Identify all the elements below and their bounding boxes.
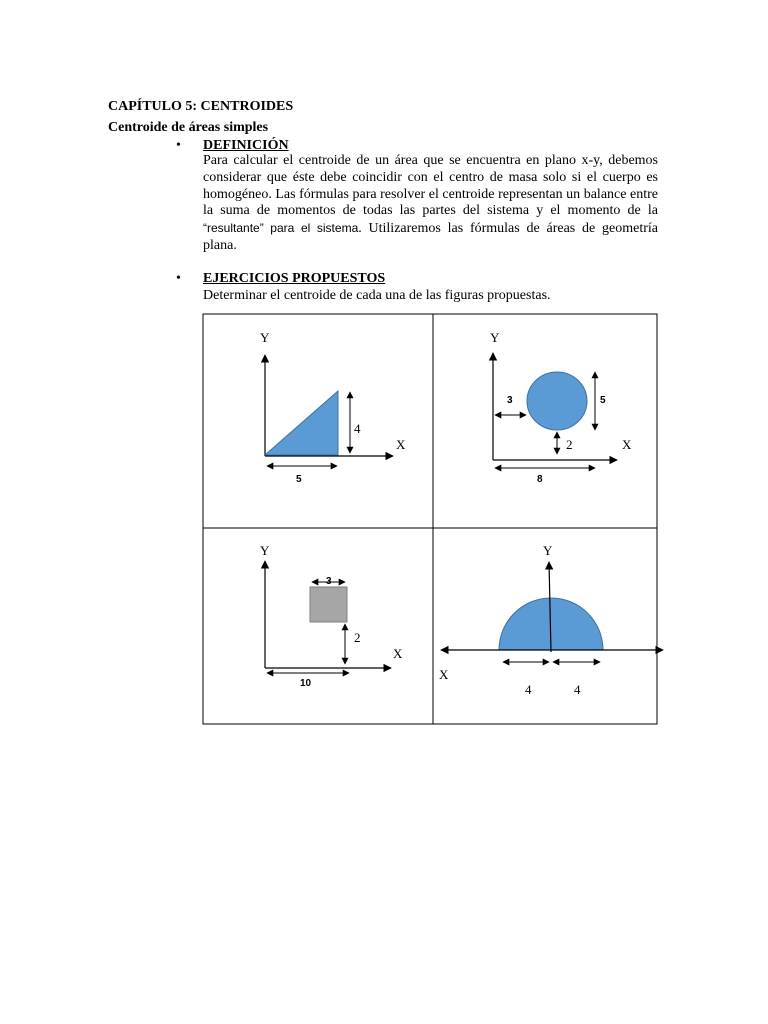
square-y-label: Y [260, 543, 270, 558]
definition-text-part1: Para calcular el centroide de un área que se encuentra en plano x-y, debemos considerar que éste debe coincidir con el centro de masa solo si el cuerpo es homogéneo. Las fórmulas para resolver el centroide representan un balance entre la suma de momentos de todas las partes del sistema y el momento de la [203, 153, 658, 219]
definition-text-quoted: “resultante” para el sistema [203, 221, 359, 236]
triangle-shape [265, 391, 338, 455]
figure-circle [490, 330, 632, 485]
chapter-title: CAPÍTULO 5: CENTROIDES [108, 99, 294, 114]
semicircle-x-label: X [439, 667, 449, 682]
triangle-height-label: 4 [354, 421, 361, 436]
square-offset-x-label: 10 [300, 678, 312, 689]
triangle-y-label: Y [260, 330, 270, 345]
definition-text-part2: . Utilizaremos las fórmulas de áreas de geometría plana. [203, 221, 658, 253]
circle-total-label: 8 [537, 474, 543, 485]
exercises-intro: Determinar el centroide de cada una de las figuras propuestas. [203, 288, 551, 303]
semicircle-right-radius-label: 4 [574, 682, 581, 697]
square-side-label: 3 [326, 576, 332, 587]
exercises-heading: EJERCICIOS PROPUESTOS [203, 271, 386, 286]
circle-shape [527, 372, 587, 430]
semicircle-left-radius-label: 4 [525, 682, 532, 697]
square-shape [310, 587, 347, 622]
bullet-exercises: • [176, 271, 181, 286]
figure-square [260, 543, 403, 689]
square-offset-y-label: 2 [354, 630, 361, 645]
circle-offset-y-label: 2 [566, 437, 573, 452]
circle-diameter-label: 5 [600, 395, 606, 406]
triangle-x-label: X [396, 437, 406, 452]
section-subtitle: Centroide de áreas simples [108, 120, 269, 135]
definition-heading: DEFINICIÓN [203, 138, 289, 153]
figure-triangle [260, 330, 406, 485]
semicircle-y-label: Y [543, 543, 553, 558]
bullet-definition: • [176, 138, 181, 153]
square-x-label: X [393, 646, 403, 661]
circle-offset-x-label: 3 [507, 395, 513, 406]
triangle-base-label: 5 [296, 474, 302, 485]
circle-x-label: X [622, 437, 632, 452]
circle-y-label: Y [490, 330, 500, 345]
figure-semicircle [439, 543, 663, 697]
